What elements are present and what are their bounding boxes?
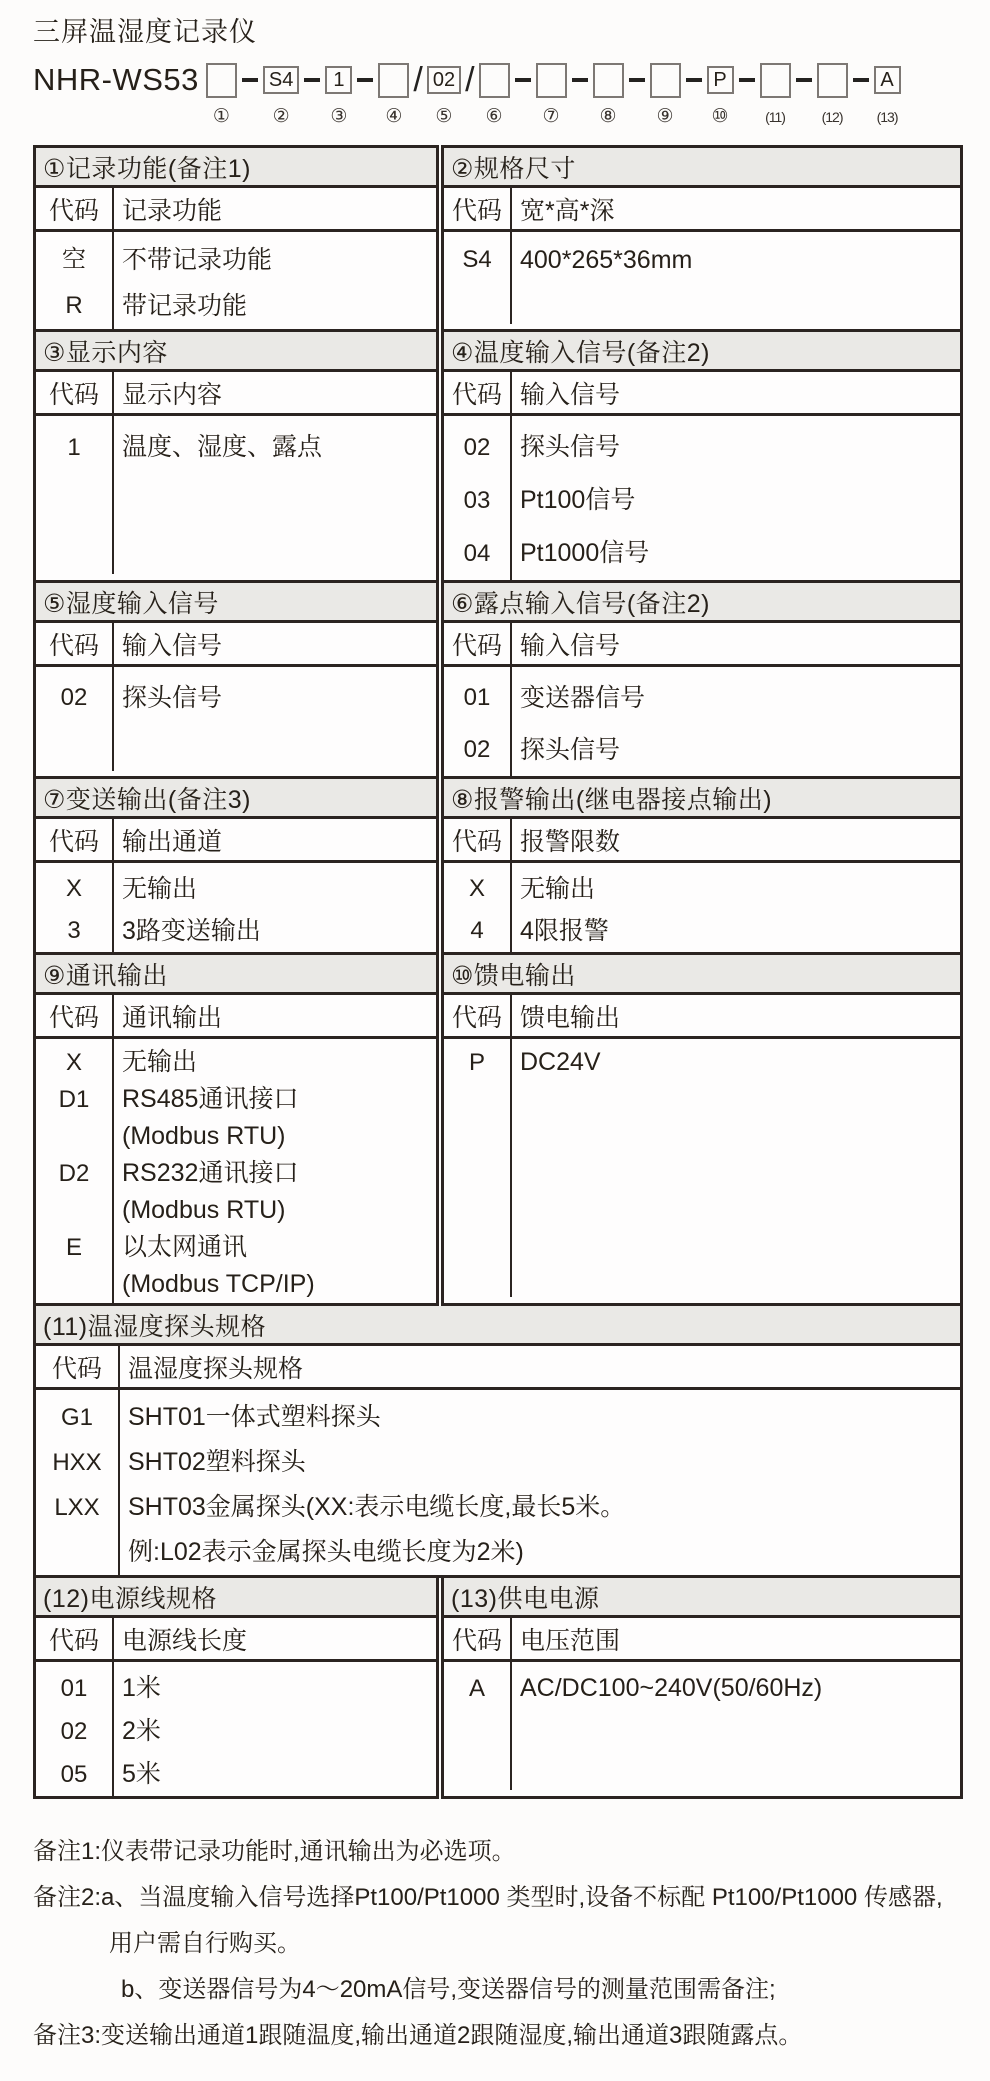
model-code-box-12 xyxy=(817,63,848,98)
code-column-header: 代码 xyxy=(444,1618,512,1659)
slash-separator: / xyxy=(413,61,423,99)
model-slot-12 xyxy=(817,58,848,127)
model-slot-6 xyxy=(479,58,510,127)
code-column-header: 代码 xyxy=(444,819,512,860)
section-6-table xyxy=(441,583,963,779)
code-value: 3 xyxy=(67,917,81,944)
code-value: HXX xyxy=(52,1449,102,1476)
table-band-4 xyxy=(33,779,963,955)
code-value: 02 xyxy=(60,684,88,711)
code-column-header: 代码 xyxy=(36,1346,120,1387)
section-13-body xyxy=(444,1662,960,1790)
section-2-title: ②规格尺寸 xyxy=(444,148,960,188)
desc-value: Pt100信号 xyxy=(520,486,636,514)
desc-column xyxy=(512,863,960,952)
code-column xyxy=(36,1390,120,1575)
model-code-box-6 xyxy=(479,63,510,98)
section-3-table xyxy=(33,332,439,583)
desc-value: 无输出 xyxy=(122,1048,198,1076)
desc-value: 400*265*36mm xyxy=(520,246,693,274)
desc-column xyxy=(114,863,436,952)
code-column-header: 代码 xyxy=(36,819,114,860)
section-3-column-headers xyxy=(36,372,436,416)
table-band-7 xyxy=(33,1578,963,1799)
desc-value: 变送器信号 xyxy=(520,684,646,712)
model-separator xyxy=(299,58,325,102)
code-value: D1 xyxy=(58,1086,90,1113)
code-value: 03 xyxy=(463,487,491,514)
model-separator-glyph xyxy=(352,58,378,102)
section-6-body xyxy=(444,667,960,776)
code-column-header: 代码 xyxy=(444,623,512,664)
desc-column xyxy=(512,416,960,580)
model-separator-glyph xyxy=(624,58,650,102)
model-slot-number-11: (11) xyxy=(765,109,785,125)
model-slot-8 xyxy=(593,58,624,127)
model-separator-glyph xyxy=(848,58,874,102)
footnote-2: 备注2:a、当温度输入信号选择Pt100/Pt1000 类型时,设备不标配 Pt100/Pt1000 传感器, xyxy=(33,1884,943,1911)
code-value: LXX xyxy=(54,1494,100,1521)
code-column xyxy=(444,1039,512,1297)
desc-value: 例:L02表示金属探头电缆长度为2米) xyxy=(128,1538,524,1566)
code-value xyxy=(36,1118,112,1155)
model-box-wrap xyxy=(325,58,352,102)
model-box-wrap xyxy=(593,58,624,102)
section-8-table xyxy=(441,779,963,955)
section-9-table xyxy=(33,955,439,1306)
code-column xyxy=(36,863,114,952)
table-band-3 xyxy=(33,583,963,779)
code-value: A xyxy=(468,1675,485,1702)
model-code-box-7 xyxy=(536,63,567,98)
section-5-column-headers xyxy=(36,623,436,667)
section-1-table xyxy=(33,145,439,332)
desc-column xyxy=(114,667,436,771)
model-separator xyxy=(791,58,817,102)
section-4-table xyxy=(441,332,963,583)
desc-column-header: 电源线长度 xyxy=(122,1626,248,1655)
section-8-column-headers xyxy=(444,819,960,863)
desc-value: RS485通讯接口 xyxy=(122,1085,299,1113)
table-band-5 xyxy=(33,955,963,1306)
code-value: 02 xyxy=(463,736,491,763)
section-11-table xyxy=(33,1306,963,1578)
footnotes xyxy=(33,1829,963,2059)
desc-value: 5米 xyxy=(122,1760,161,1788)
code-value: P xyxy=(468,1049,485,1076)
section-2-table xyxy=(441,145,963,332)
model-separator-glyph xyxy=(510,58,536,102)
code-value: 01 xyxy=(60,1675,88,1702)
desc-value: 2米 xyxy=(122,1717,161,1745)
dash-separator xyxy=(357,78,373,82)
model-slot-number-12: (12) xyxy=(821,109,843,125)
model-code-box-13: A xyxy=(874,66,901,94)
footnote-1: 备注1:仪表带记录功能时,通讯输出为必选项。 xyxy=(33,1838,516,1865)
dash-separator xyxy=(739,78,755,82)
code-value xyxy=(36,1266,112,1303)
desc-value: (Modbus RTU) xyxy=(122,1122,286,1150)
desc-value: 3路变送输出 xyxy=(122,917,261,945)
page-title: 三屏温湿度记录仪 xyxy=(33,17,257,47)
model-separator xyxy=(237,58,263,102)
model-separator-glyph xyxy=(237,58,263,102)
desc-column-header: 显示内容 xyxy=(122,380,223,409)
model-slot-1 xyxy=(206,58,237,127)
desc-column xyxy=(512,232,960,324)
section-12-body xyxy=(36,1662,436,1796)
model-slot-number-10: ⑩ xyxy=(711,106,729,127)
desc-column xyxy=(114,416,436,574)
code-column-header: 代码 xyxy=(444,188,512,229)
desc-value: 4限报警 xyxy=(520,917,609,945)
section-4-column-headers xyxy=(444,372,960,416)
section-11-body xyxy=(36,1390,960,1575)
section-1-title: ①记录功能(备注1) xyxy=(36,148,436,188)
section-8-body xyxy=(444,863,960,952)
model-separator-glyph xyxy=(461,58,478,102)
model-code-box-9 xyxy=(650,63,681,98)
dash-separator xyxy=(304,78,320,82)
desc-column-header: 报警限数 xyxy=(520,827,621,856)
model-code-box-1 xyxy=(206,63,237,98)
section-10-table xyxy=(441,955,963,1306)
section-2-column-headers xyxy=(444,188,960,232)
section-8-title: ⑧报警输出(继电器接点输出) xyxy=(444,779,960,819)
model-separator xyxy=(624,58,650,102)
model-slot-number-4: ④ xyxy=(385,106,403,127)
code-column xyxy=(36,416,114,574)
desc-column-header: 输出通道 xyxy=(122,827,223,856)
desc-value: SHT01一体式塑料探头 xyxy=(128,1403,381,1431)
code-value: S4 xyxy=(462,246,492,273)
model-separator-glyph xyxy=(734,58,760,102)
code-value: G1 xyxy=(60,1404,93,1431)
model-code-box-11 xyxy=(760,63,791,98)
slash-separator: / xyxy=(465,61,475,99)
desc-column xyxy=(114,1039,436,1303)
dash-separator xyxy=(796,78,812,82)
section-10-column-headers xyxy=(444,995,960,1039)
section-1-body xyxy=(36,232,436,329)
code-column xyxy=(36,667,114,771)
code-value: 02 xyxy=(60,1718,88,1745)
desc-column xyxy=(512,1662,960,1790)
section-2-body xyxy=(444,232,960,324)
code-value: 04 xyxy=(463,540,491,567)
dash-separator xyxy=(515,78,531,82)
desc-value: SHT03金属探头(XX:表示电缆长度,最长5米。 xyxy=(128,1493,626,1521)
section-10-title: ⑩馈电输出 xyxy=(444,955,960,995)
desc-column-header: 温湿度探头规格 xyxy=(128,1354,304,1383)
desc-value: 探头信号 xyxy=(520,736,621,764)
code-value: R xyxy=(65,292,83,319)
model-box-wrap xyxy=(479,58,510,102)
model-box-wrap xyxy=(650,58,681,102)
desc-column xyxy=(114,232,436,329)
desc-value: (Modbus RTU) xyxy=(122,1196,286,1224)
section-7-table xyxy=(33,779,439,955)
code-column xyxy=(444,667,512,776)
model-slot-number-1: ① xyxy=(212,106,230,127)
code-column-header: 代码 xyxy=(36,995,114,1036)
section-11-title: (11)温湿度探头规格 xyxy=(36,1306,960,1346)
model-separator-glyph xyxy=(409,58,426,102)
model-separator-glyph xyxy=(299,58,325,102)
model-slot-number-8: ⑧ xyxy=(599,106,617,127)
desc-value: AC/DC100~240V(50/60Hz) xyxy=(520,1674,823,1702)
model-box-wrap xyxy=(263,58,299,102)
dash-separator xyxy=(242,78,258,82)
section-12-title: (12)电源线规格 xyxy=(36,1578,436,1618)
model-slot-7 xyxy=(536,58,567,127)
code-column-header: 代码 xyxy=(444,372,512,413)
dash-separator xyxy=(572,78,588,82)
desc-value: SHT02塑料探头 xyxy=(128,1448,306,1476)
model-slot-number-6: ⑥ xyxy=(485,106,503,127)
model-box-wrap xyxy=(817,58,848,102)
model-box-wrap xyxy=(536,58,567,102)
desc-value: (Modbus TCP/IP) xyxy=(122,1270,315,1298)
section-5-table xyxy=(33,583,439,779)
section-6-column-headers xyxy=(444,623,960,667)
desc-column-header: 通讯输出 xyxy=(122,1003,223,1032)
model-separator xyxy=(352,58,378,102)
model-slot-5 xyxy=(427,58,461,127)
code-value: E xyxy=(65,1234,82,1261)
section-4-body xyxy=(444,416,960,580)
model-box-wrap xyxy=(427,58,461,102)
section-13-table xyxy=(441,1578,963,1799)
footnote-3: 用户需自行购买。 xyxy=(109,1930,301,1957)
model-separator-glyph xyxy=(791,58,817,102)
section-12-table xyxy=(33,1578,439,1799)
model-slot-number-7: ⑦ xyxy=(542,106,560,127)
model-slot-13 xyxy=(874,58,901,127)
desc-column-header: 输入信号 xyxy=(520,631,621,660)
section-3-body xyxy=(36,416,436,574)
model-code-box-8 xyxy=(593,63,624,98)
desc-column-header: 宽*高*深 xyxy=(520,196,615,225)
model-code-line xyxy=(33,58,963,127)
model-code-box-2: S4 xyxy=(263,66,299,94)
section-12-column-headers xyxy=(36,1618,436,1662)
model-code-box-10: P xyxy=(707,66,734,94)
desc-value: 探头信号 xyxy=(122,684,223,712)
model-separator xyxy=(461,58,478,102)
code-value xyxy=(36,1530,118,1575)
code-value: 空 xyxy=(62,246,86,273)
code-column xyxy=(444,1662,512,1790)
code-value: 1 xyxy=(67,434,81,461)
table-band-6 xyxy=(33,1306,963,1578)
model-slot-number-5: ⑤ xyxy=(435,106,453,127)
model-code-box-4 xyxy=(378,63,409,98)
desc-value: Pt1000信号 xyxy=(520,539,650,567)
model-separator-glyph xyxy=(681,58,707,102)
footnote-4: b、变送器信号为4～20mA信号,变送器信号的测量范围需备注; xyxy=(121,1976,776,2003)
model-box-wrap xyxy=(760,58,791,102)
model-separator xyxy=(567,58,593,102)
desc-value: DC24V xyxy=(520,1048,601,1076)
code-value: X xyxy=(65,1049,82,1076)
model-box-wrap xyxy=(874,58,901,102)
table-band-1 xyxy=(33,145,963,332)
section-7-body xyxy=(36,863,436,952)
model-slot-number-2: ② xyxy=(272,106,290,127)
section-13-column-headers xyxy=(444,1618,960,1662)
model-slot-number-13: (13) xyxy=(876,109,898,125)
code-column xyxy=(444,863,512,952)
section-5-body xyxy=(36,667,436,771)
desc-value: 无输出 xyxy=(520,875,596,903)
desc-column xyxy=(114,1662,436,1796)
code-column xyxy=(36,1662,114,1796)
section-9-body xyxy=(36,1039,436,1303)
code-value: 02 xyxy=(463,434,491,461)
model-separator xyxy=(848,58,874,102)
code-value: 01 xyxy=(463,684,491,711)
desc-value: 以太网通讯 xyxy=(122,1233,248,1261)
model-slot-10 xyxy=(707,58,734,127)
section-9-column-headers xyxy=(36,995,436,1039)
section-7-title: ⑦变送输出(备注3) xyxy=(36,779,436,819)
desc-value: 1米 xyxy=(122,1674,161,1702)
model-slot-9 xyxy=(650,58,681,127)
model-separator-glyph xyxy=(567,58,593,102)
model-slot-number-3: ③ xyxy=(330,106,348,127)
footnote-5: 备注3:变送输出通道1跟随温度,输出通道2跟随湿度,输出通道3跟随露点。 xyxy=(33,2022,803,2049)
section-4-title: ④温度输入信号(备注2) xyxy=(444,332,960,372)
desc-value: 无输出 xyxy=(122,875,198,903)
code-value: 4 xyxy=(470,917,484,944)
section-3-title: ③显示内容 xyxy=(36,332,436,372)
desc-value: 带记录功能 xyxy=(122,292,248,320)
model-box-wrap xyxy=(707,58,734,102)
desc-column-header: 馈电输出 xyxy=(520,1003,621,1032)
code-value: X xyxy=(65,875,82,902)
code-column-header: 代码 xyxy=(36,623,114,664)
selection-tables xyxy=(33,145,963,1799)
desc-value: RS232通讯接口 xyxy=(122,1159,299,1187)
section-10-body xyxy=(444,1039,960,1297)
model-separator xyxy=(409,58,426,102)
desc-value: 探头信号 xyxy=(520,433,621,461)
model-separator xyxy=(510,58,536,102)
desc-column xyxy=(120,1390,960,1575)
section-11-column-headers xyxy=(36,1346,960,1390)
model-code-box-3: 1 xyxy=(325,66,352,94)
code-column xyxy=(444,416,512,580)
dash-separator xyxy=(686,78,702,82)
model-prefix: NHR-WS53 xyxy=(33,62,199,97)
desc-value: 不带记录功能 xyxy=(122,246,273,274)
model-code-box-5: 02 xyxy=(427,66,461,94)
code-column-header: 代码 xyxy=(36,1618,114,1659)
code-column xyxy=(444,232,512,324)
code-value: D2 xyxy=(58,1160,90,1187)
desc-column xyxy=(512,667,960,776)
section-13-title: (13)供电电源 xyxy=(444,1578,960,1618)
section-9-title: ⑨通讯输出 xyxy=(36,955,436,995)
dash-separator xyxy=(853,78,869,82)
code-column-header: 代码 xyxy=(36,372,114,413)
section-5-title: ⑤湿度输入信号 xyxy=(36,583,436,623)
model-slot-2 xyxy=(263,58,299,127)
model-slot-11 xyxy=(760,58,791,127)
code-column xyxy=(36,1039,114,1303)
section-6-title: ⑥露点输入信号(备注2) xyxy=(444,583,960,623)
table-band-2 xyxy=(33,332,963,583)
model-slot-3 xyxy=(325,58,352,127)
desc-column-header: 记录功能 xyxy=(122,196,223,225)
desc-column-header: 输入信号 xyxy=(520,380,621,409)
model-separator xyxy=(734,58,760,102)
code-value: X xyxy=(468,875,485,902)
desc-column xyxy=(512,1039,960,1297)
code-value xyxy=(36,1192,112,1229)
model-box-wrap xyxy=(206,58,237,102)
code-column xyxy=(36,232,114,329)
section-7-column-headers xyxy=(36,819,436,863)
desc-column-header: 电压范围 xyxy=(520,1626,621,1655)
desc-value: 温度、湿度、露点 xyxy=(122,433,323,461)
section-1-column-headers xyxy=(36,188,436,232)
desc-column-header: 输入信号 xyxy=(122,631,223,660)
code-value: 05 xyxy=(60,1761,88,1788)
model-slot-number-9: ⑨ xyxy=(656,106,674,127)
model-box-wrap xyxy=(378,58,409,102)
model-separator xyxy=(681,58,707,102)
code-column-header: 代码 xyxy=(36,188,114,229)
code-column-header: 代码 xyxy=(444,995,512,1036)
model-slot-4 xyxy=(378,58,409,127)
dash-separator xyxy=(629,78,645,82)
